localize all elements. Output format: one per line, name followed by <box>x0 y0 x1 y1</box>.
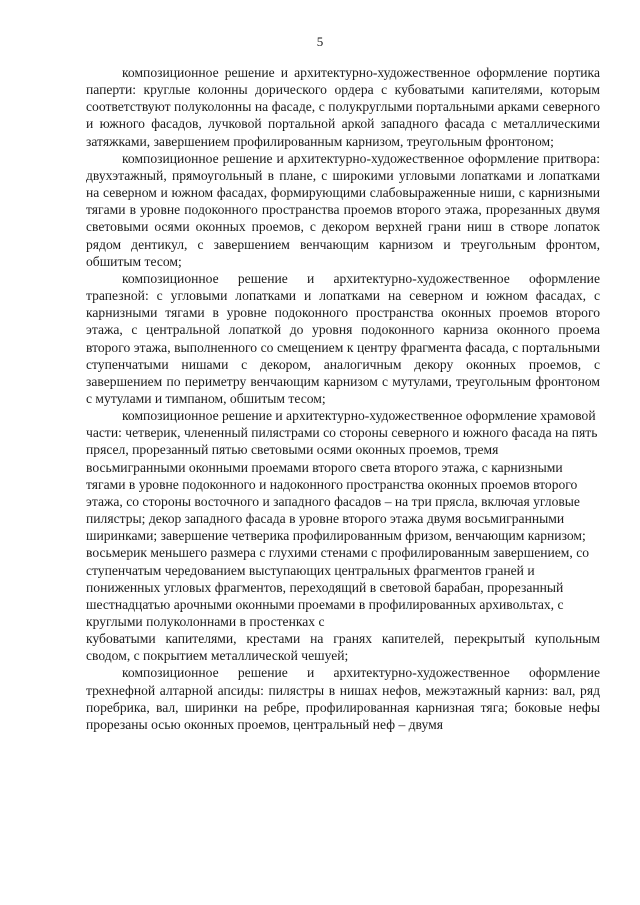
page-number: 5 <box>316 34 324 49</box>
paragraph-portico: композиционное решение и архитектурно-художественное оформление портика паперти: круглые колонны дорического ордера с кубоватыми капителями, которым соответствуют полуколонны на фасаде, с полукруглыми портальными арками северного и южного фасадов, лучковой портальной аркой западного фасада с металлическими затяжками, завершением профилированным карнизом, треугольным фронтоном; <box>86 65 600 149</box>
paragraph-vestibule: композиционное решение и архитектурно-художественное оформление притвора: двухэтажный, прямоугольный в плане, с широкими угловыми лопатками и лопатками на северном и южном фасадах, формирующими слабовыраженные ниши, с карнизными тягами в уровне подоконного пространства проемов второго этажа, прорезанных двумя световыми осями оконных проемов, с декором верхней грани ниш в створе лопаток рядом дентикул, с завершением венчающим карнизом и треугольным фронтом, обшитым тесом; <box>86 150 600 269</box>
paragraph-refectory: композиционное решение и архитектурно-художественное оформление трапезной: с угловыми лопатками и лопатками на северном и южном фасадах, с карнизными тягами в уровне подоконного пространства оконных проемов второго этажа, с центральной лопаткой до уровня подоконного карниза оконного проема второго этажа, выполненного со смещением к центру фрагмента фасада, с портальными ступенчатыми нишами с декором, аналогичным декору оконных проемов, с завершением по периметру венчающим карнизом с мутулами, треугольным фронтоном с мутулами и тимпаном, обшитым тесом; <box>86 270 600 406</box>
document-body <box>86 64 600 733</box>
paragraph-temple-part-continued: кубоватыми капителями, крестами на гранях капителей, перекрытый купольным сводом, с покрытием металлической чешуей; <box>86 631 600 664</box>
paragraph-temple-part: композиционное решение и архитектурно-художественное оформление храмовой части: четверик, члененный пилястрами со стороны северного и южного фасада на пять прясел, прорезанный пятью световыми осями оконных проемов, тремя восьмигранными оконными проемами второго света второго этажа, с карнизными тягами в уровне подоконного и надоконного пространства оконных проемов второго этажа, со стороны восточного и западного фасадов – на три прясла, включая угловые пилястры; декор западного фасада в уровне второго этажа двумя восьмигранными ширинками; завершение четверика профилированным фризом, венчающим карнизом; восьмерик меньшего размера с глухими стенами с профилированным завершением, со ступенчатым чередованием выступающих центральных фрагментов граней и пониженных угловых фрагментов, переходящий в световой барабан, прорезанный шестнадцатью арочными оконными проемами в профилированных архивольтах, с круглыми полуколоннами в простенках с <box>86 408 598 629</box>
paragraph-altar-apse: композиционное решение и архитектурно-художественное оформление трехнефной алтарной апсиды: пилястры в нишах нефов, межэтажный карниз: вал, ряд поребрика, вал, ширинки на ребре, профилированная карнизная тяга; боковые нефы прорезаны осью оконных проемов, центральный неф – двумя <box>86 665 600 732</box>
